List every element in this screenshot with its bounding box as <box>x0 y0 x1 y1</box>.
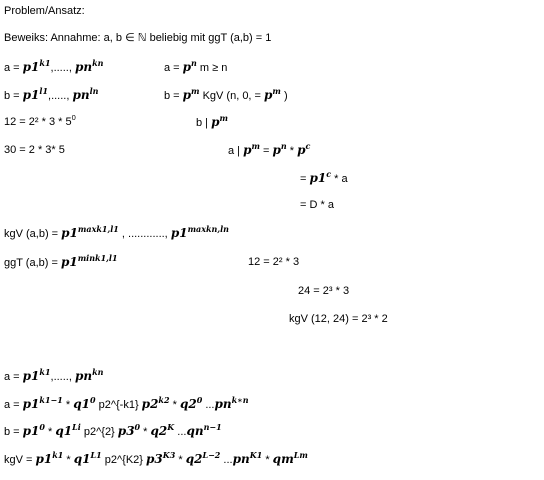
example-kgv-12-24: kgV (12, 24) = 2³ * 2 <box>289 313 388 325</box>
b-divides: b | $p^m$ <box>196 113 228 129</box>
kgv-ab: kgV $(a,b) = p1^{maxk1,l1}$ , ............, $p1^{maxkn,ln}$ <box>4 224 229 240</box>
a-factorization: $a = p1^{k1}$,....., $pn^{kn}$ <box>4 58 104 74</box>
bottom-kgv-expanded: kgV = $p1^{k1} * q1^{L1}$ p2^{K2} $p3^{K3} * q2^{L-2}$ $...pn^{K1} * qm^{Lm}$ <box>4 450 308 466</box>
bottom-a-factorization: $a = p1^{k1}$,....., $pn^{kn}$ <box>4 367 104 383</box>
a-divides: a | $p^m = p^n * p^c$ <box>228 141 311 157</box>
example-12: $12 = 2^2 * 3 * 5^0$ <box>4 113 76 128</box>
example-30: 30 = 2 * 3* 5 <box>4 144 65 156</box>
a-pn-assumption: $a = p^n$ m ≥ n <box>164 58 228 74</box>
b-factorization: $b = p1^{l1}$,....., $pn^{ln}$ <box>4 86 99 102</box>
eq-p1c-a: = $p1^c$ * a <box>300 169 348 185</box>
example-24: 24 = 2³ * 3 <box>298 285 350 297</box>
example-12-small: 12 = 2² * 3 <box>248 256 300 268</box>
proof-assumption: Beweiks: Annahme: a, b ∈ ℕ beliebig mit ggT (a,b) = 1 <box>4 32 272 44</box>
ggt-ab: ggT $(a,b) = p1^{mink1,l1}$ <box>4 253 118 269</box>
bottom-b-expanded: $b = p1^0 * q1^{Li}$ p2^{2} $p3^0 * q2^K$ $...qn^{n-1}$ <box>4 422 222 438</box>
heading: Problem/Ansatz: <box>4 5 85 17</box>
eq-d-a: = D * a <box>300 199 334 211</box>
bottom-a-expanded: $a = p1^{k1-1} * q1^0$ p2^{-k1} $p2^{k2} * q2^0$ $...pn^{k∗n}$ <box>4 395 249 411</box>
b-pm-kgv: $b = p^m$ KgV (n, 0, = $p^m$ ) <box>164 86 288 102</box>
